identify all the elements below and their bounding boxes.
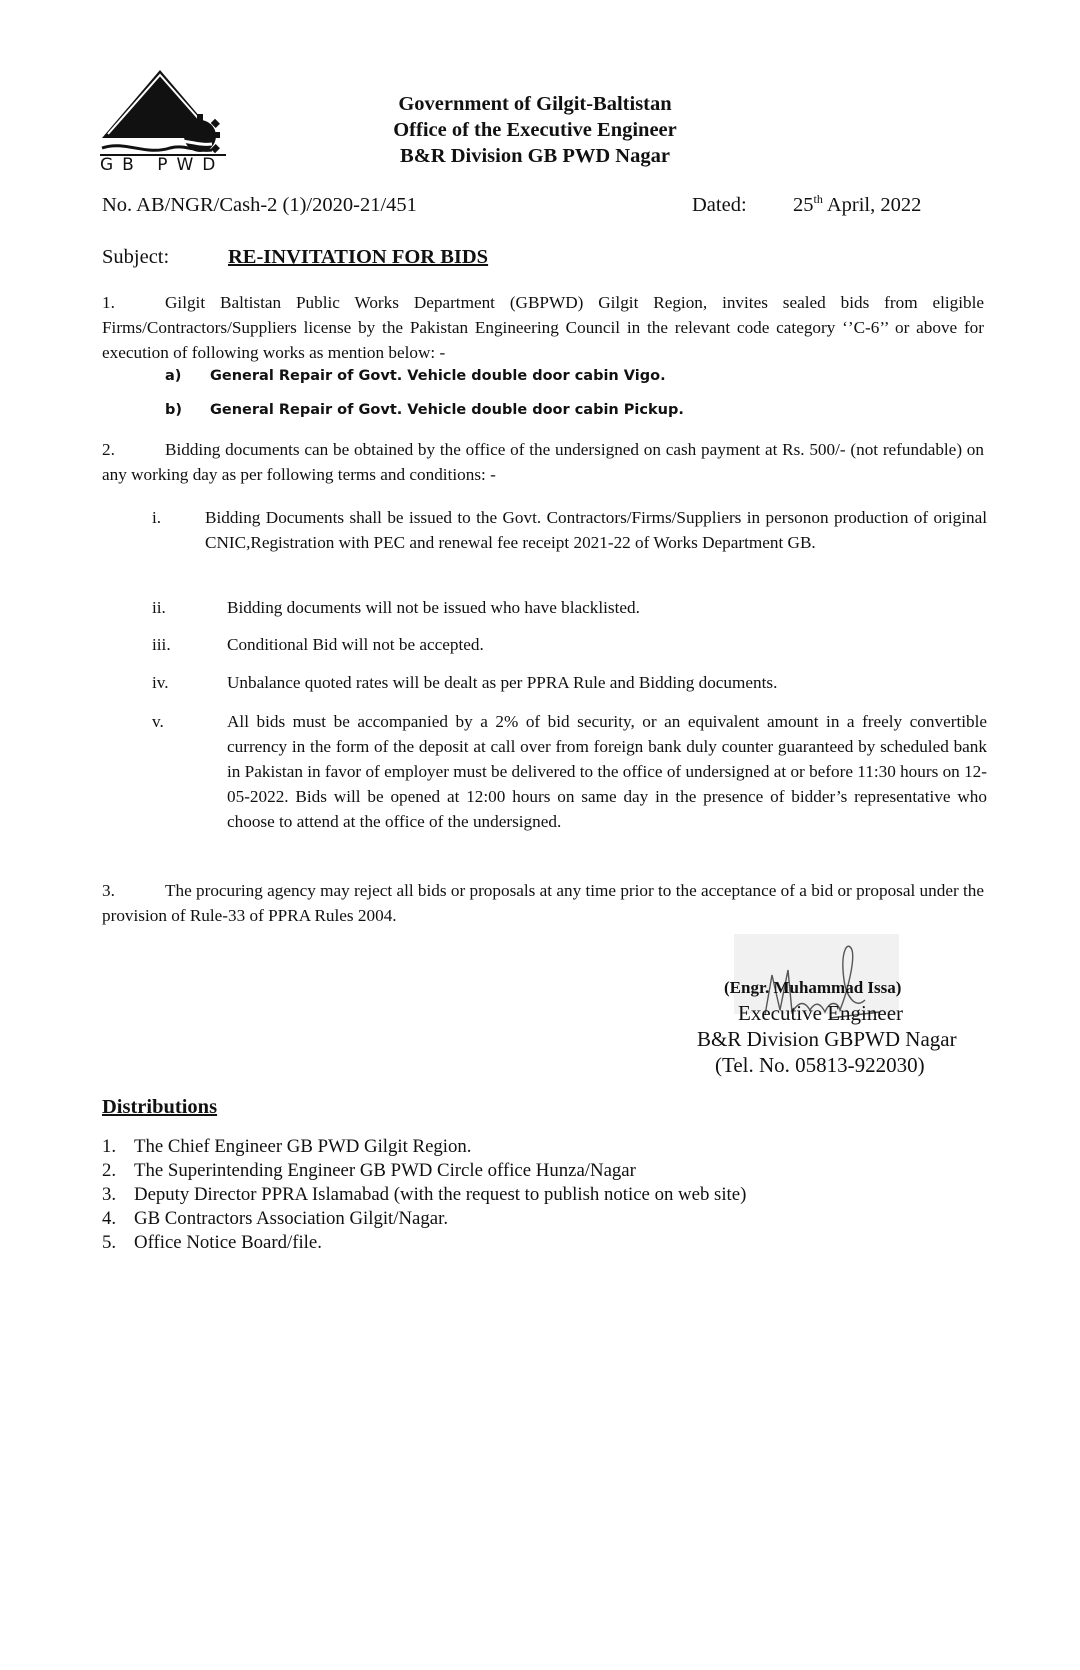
condition-item (152, 505, 987, 580)
work-item-text: General Repair of Govt. Vehicle double door cabin Vigo. (210, 368, 666, 384)
condition-label: ii. (152, 598, 166, 617)
signatory-phone: (Tel. No. 05813-922030) (715, 1053, 925, 1077)
paragraph-1 (102, 290, 984, 365)
reference-number: No. AB/NGR/Cash-2 (1)/2020-21/451 (102, 194, 417, 216)
paragraph-text: The procuring agency may reject all bids or proposals at any time prior to the acceptance of a bid or proposal under the provision of Rule-33 of PPRA Rules 2004. (102, 881, 984, 925)
subject-title: RE-INVITATION FOR BIDS (228, 246, 489, 268)
paragraph-2 (102, 437, 984, 487)
distributions-heading: Distributions (102, 1096, 218, 1118)
distribution-item: 1. The Chief Engineer GB PWD Gilgit Region. (102, 1136, 472, 1157)
logo-text: GB PWD (100, 155, 225, 175)
condition-text: Bidding documents will not be issued who have blacklisted. (227, 598, 640, 617)
condition-label: i. (152, 508, 162, 527)
paragraph-number: 2. (102, 440, 115, 459)
work-item-label: a) (165, 368, 182, 384)
condition-label: iii. (152, 635, 171, 654)
paragraph-text: Gilgit Baltistan Public Works Department (GBPWD) Gilgit Region, invites sealed bids from eligible Firms/Contractors/Suppliers license by the Pakistan Engineering Council in the relevant code category ‘’C-6’’ or above for execution of following works as mention below: - (102, 293, 984, 362)
letterhead-line-government: Government of Gilgit-Baltistan (398, 93, 672, 115)
subject-label: Subject: (102, 246, 170, 268)
dated-label: Dated: (692, 194, 747, 216)
paragraph-text: Bidding documents can be obtained by the office of the undersigned on cash payment at Rs. 500/- (not refundable) on any working day as per following terms and conditions: - (102, 440, 984, 484)
paragraph-number: 3. (102, 881, 115, 900)
condition-text: All bids must be accompanied by a 2% of bid security, or an equivalent amount in a freely convertible currency in the form of the deposit at call over from foreign bank duly counter guaranteed by scheduled bank in Pakistan in favor of employer must be delivered to the office of undersigned at or before 11:30 hours on 12-05-2022. Bids will be opened at 12:00 hours on same day in the presence of bidder’s representative who choose to attend at the office of the undersigned. (227, 712, 987, 831)
distribution-item: 3. Deputy Director PPRA Islamabad (with the request to publish notice on web site) (102, 1184, 747, 1205)
distribution-item: 2. The Superintending Engineer GB PWD Circle office Hunza/Nagar (102, 1160, 636, 1181)
condition-text: Unbalance quoted rates will be dealt as per PPRA Rule and Bidding documents. (227, 673, 778, 692)
condition-label: iv. (152, 673, 169, 692)
signatory-division: B&R Division GBPWD Nagar (697, 1027, 957, 1051)
letterhead (300, 91, 770, 169)
work-item-text: General Repair of Govt. Vehicle double door cabin Pickup. (210, 402, 684, 418)
gbpwd-logo (100, 68, 226, 176)
condition-label: v. (152, 712, 164, 731)
date-value (793, 194, 921, 217)
letterhead-line-division: B&R Division GB PWD Nagar (400, 145, 670, 167)
work-item-label: b) (165, 402, 183, 418)
condition-text: Conditional Bid will not be accepted. (227, 635, 484, 654)
condition-text: Bidding Documents shall be issued to the Govt. Contractors/Firms/Suppliers in personon production of original CNIC,Registration with PEC and renewal fee receipt 2021-22 of Works Department GB. (205, 508, 987, 552)
date-rest: April, 2022 (822, 194, 922, 216)
distribution-item: 5. Office Notice Board/file. (102, 1232, 322, 1253)
signatory-title: Executive Engineer (738, 1001, 904, 1025)
date-suffix: th (813, 192, 823, 206)
letterhead-line-office: Office of the Executive Engineer (393, 119, 677, 141)
distribution-item: 4. GB Contractors Association Gilgit/Nagar. (102, 1208, 449, 1229)
paragraph-3 (102, 878, 984, 928)
signatory-name: (Engr. Muhammad Issa) (724, 978, 902, 997)
paragraph-number: 1. (102, 293, 115, 312)
date-day: 25 (793, 194, 814, 216)
